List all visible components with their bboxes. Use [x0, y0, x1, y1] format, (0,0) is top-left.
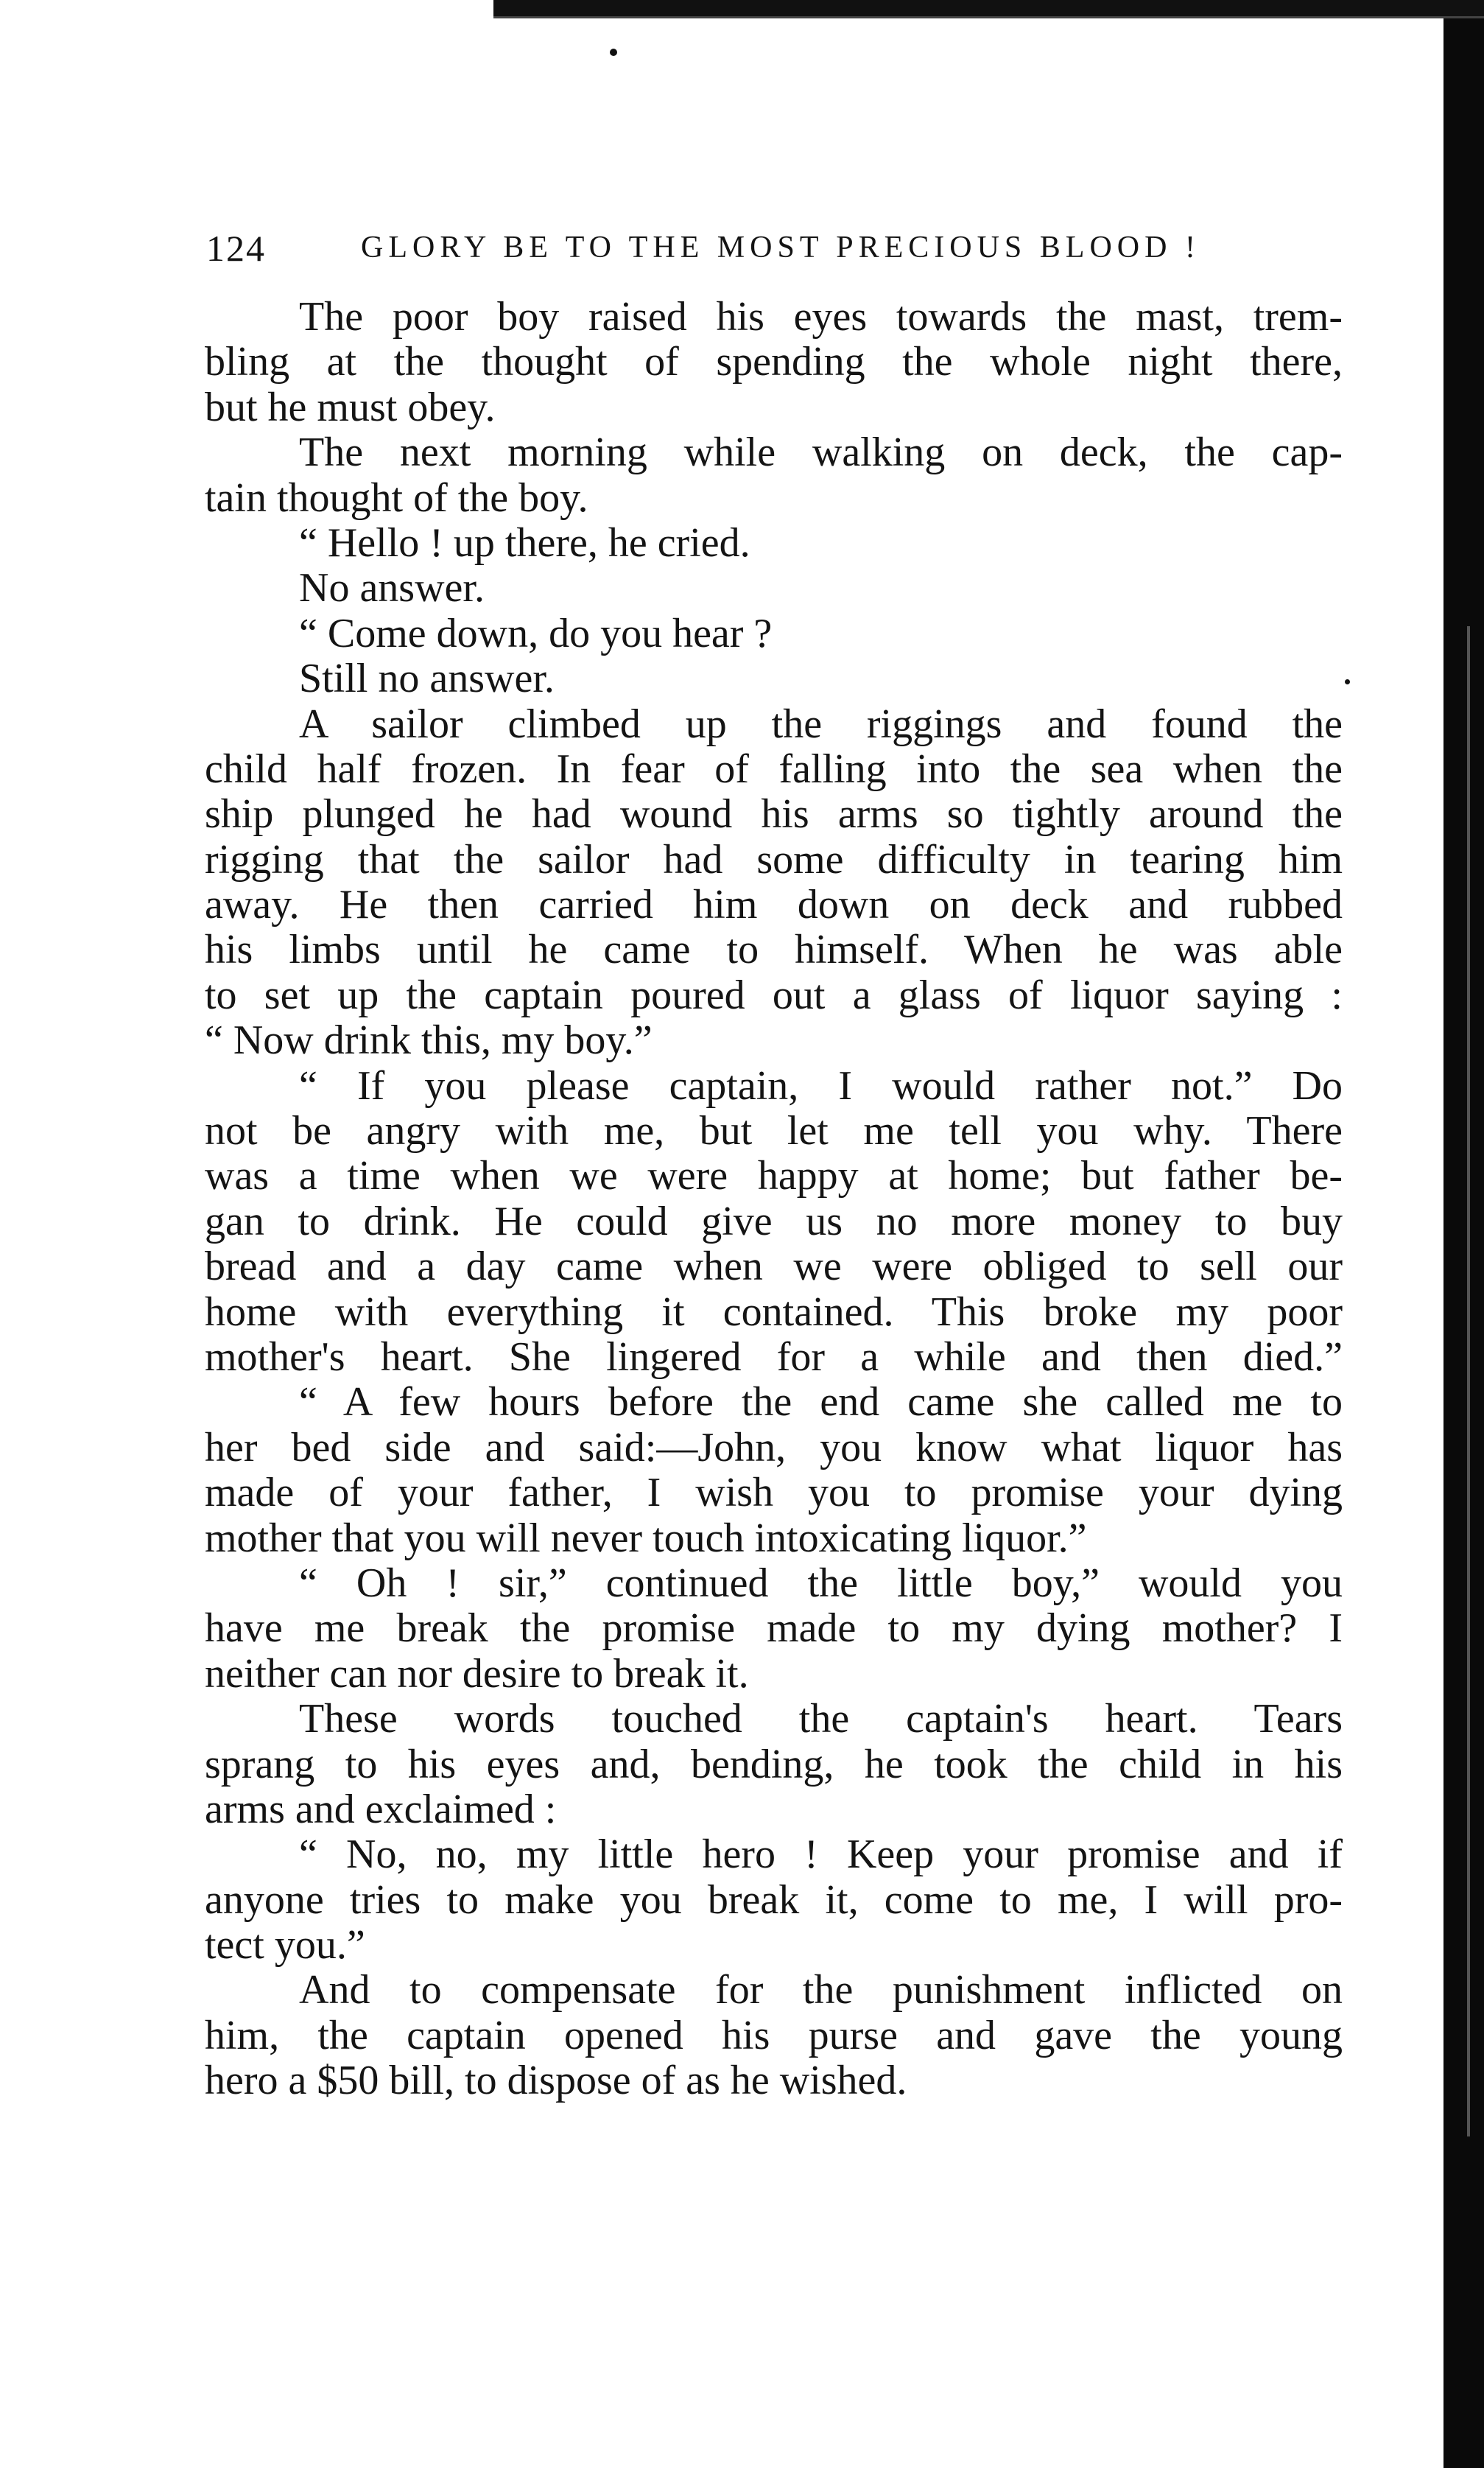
text-line: have me break the promise made to my dying mother? I — [205, 1605, 1343, 1652]
text-line: was a time when we were happy at home; but father be- — [205, 1153, 1343, 1199]
page-header — [206, 221, 1355, 280]
text-line: away. He then carried him down on deck and rubbed — [205, 882, 1343, 928]
text-line: neither can nor desire to break it. — [205, 1650, 749, 1697]
text-line: “ No, no, my little hero ! Keep your promise and if — [299, 1831, 1343, 1878]
scan-border-right-line — [1467, 626, 1470, 2136]
text-line: bling at the thought of spending the whole night there, — [205, 339, 1343, 385]
scan-border-top-shadow — [493, 16, 1484, 18]
text-line: tect you.” — [205, 1922, 365, 1969]
text-line: And to compensate for the punishment inflicted on — [299, 1967, 1343, 2013]
text-line: bread and a day came when we were obliged to sell our — [205, 1244, 1343, 1290]
text-line: “ Now drink this, my boy.” — [205, 1017, 653, 1064]
text-line: “ Oh ! sir,” continued the little boy,” would you — [299, 1560, 1343, 1606]
text-line: but he must obey. — [205, 384, 496, 430]
body-text — [205, 295, 1343, 2104]
text-line: rigging that the sailor had some difficulty in tearing him — [205, 836, 1343, 883]
text-line: him, the captain opened his purse and gave the young — [205, 2012, 1343, 2058]
running-title: GLORY BE TO THE MOST PRECIOUS BLOOD ! — [361, 231, 1200, 264]
text-line: made of your father, I wish you to promise your dying — [205, 1470, 1343, 1516]
text-line: anyone tries to make you break it, come to me, I will pro- — [205, 1876, 1343, 1923]
text-line: Still no answer. — [299, 656, 555, 702]
text-line: child half frozen. In fear of falling into the sea when the — [205, 746, 1343, 792]
text-line: “ If you please captain, I would rather not.” Do — [299, 1062, 1343, 1109]
ink-speck — [610, 49, 617, 56]
scan-border-right — [1443, 18, 1484, 2468]
text-line: arms and exclaimed : — [205, 1786, 557, 1832]
page-number: 124 — [206, 228, 266, 269]
text-line: to set up the captain poured out a glass of liquor saying : — [205, 972, 1343, 1018]
text-line: A sailor climbed up the riggings and found the — [299, 701, 1343, 747]
text-line: No answer. — [299, 565, 485, 611]
text-line: The poor boy raised his eyes towards the mast, trem- — [299, 294, 1343, 340]
text-line: sprang to his eyes and, bending, he took the child in his — [205, 1741, 1343, 1787]
text-line: “ A few hours before the end came she called me to — [299, 1379, 1343, 1426]
text-line: home with everything it contained. This broke my poor — [205, 1289, 1343, 1335]
text-line: ship plunged he had wound his arms so tightly around the — [205, 791, 1343, 838]
text-line: “ Come down, do you hear ? — [299, 610, 773, 656]
text-line: his limbs until he came to himself. When he was able — [205, 927, 1343, 973]
text-line: tain thought of the boy. — [205, 474, 588, 521]
text-line: not be angry with me, but let me tell you why. There — [205, 1108, 1343, 1154]
text-line: The next morning while walking on deck, the cap- — [299, 430, 1343, 476]
text-line: mother that you will never touch intoxicating liquor.” — [205, 1515, 1087, 1561]
text-line: “ Hello ! up there, he cried. — [299, 519, 750, 566]
ink-speck — [1345, 679, 1350, 684]
text-line: hero a $50 bill, to dispose of as he wished. — [205, 2058, 907, 2104]
text-line: her bed side and said:—John, you know what liquor has — [205, 1424, 1343, 1470]
text-line: gan to drink. He could give us no more money to buy — [205, 1198, 1343, 1244]
text-line: mother's heart. She lingered for a while and then died.” — [205, 1333, 1343, 1380]
text-line: These words touched the captain's heart. Tears — [299, 1696, 1343, 1742]
scan-border-top — [493, 0, 1484, 16]
